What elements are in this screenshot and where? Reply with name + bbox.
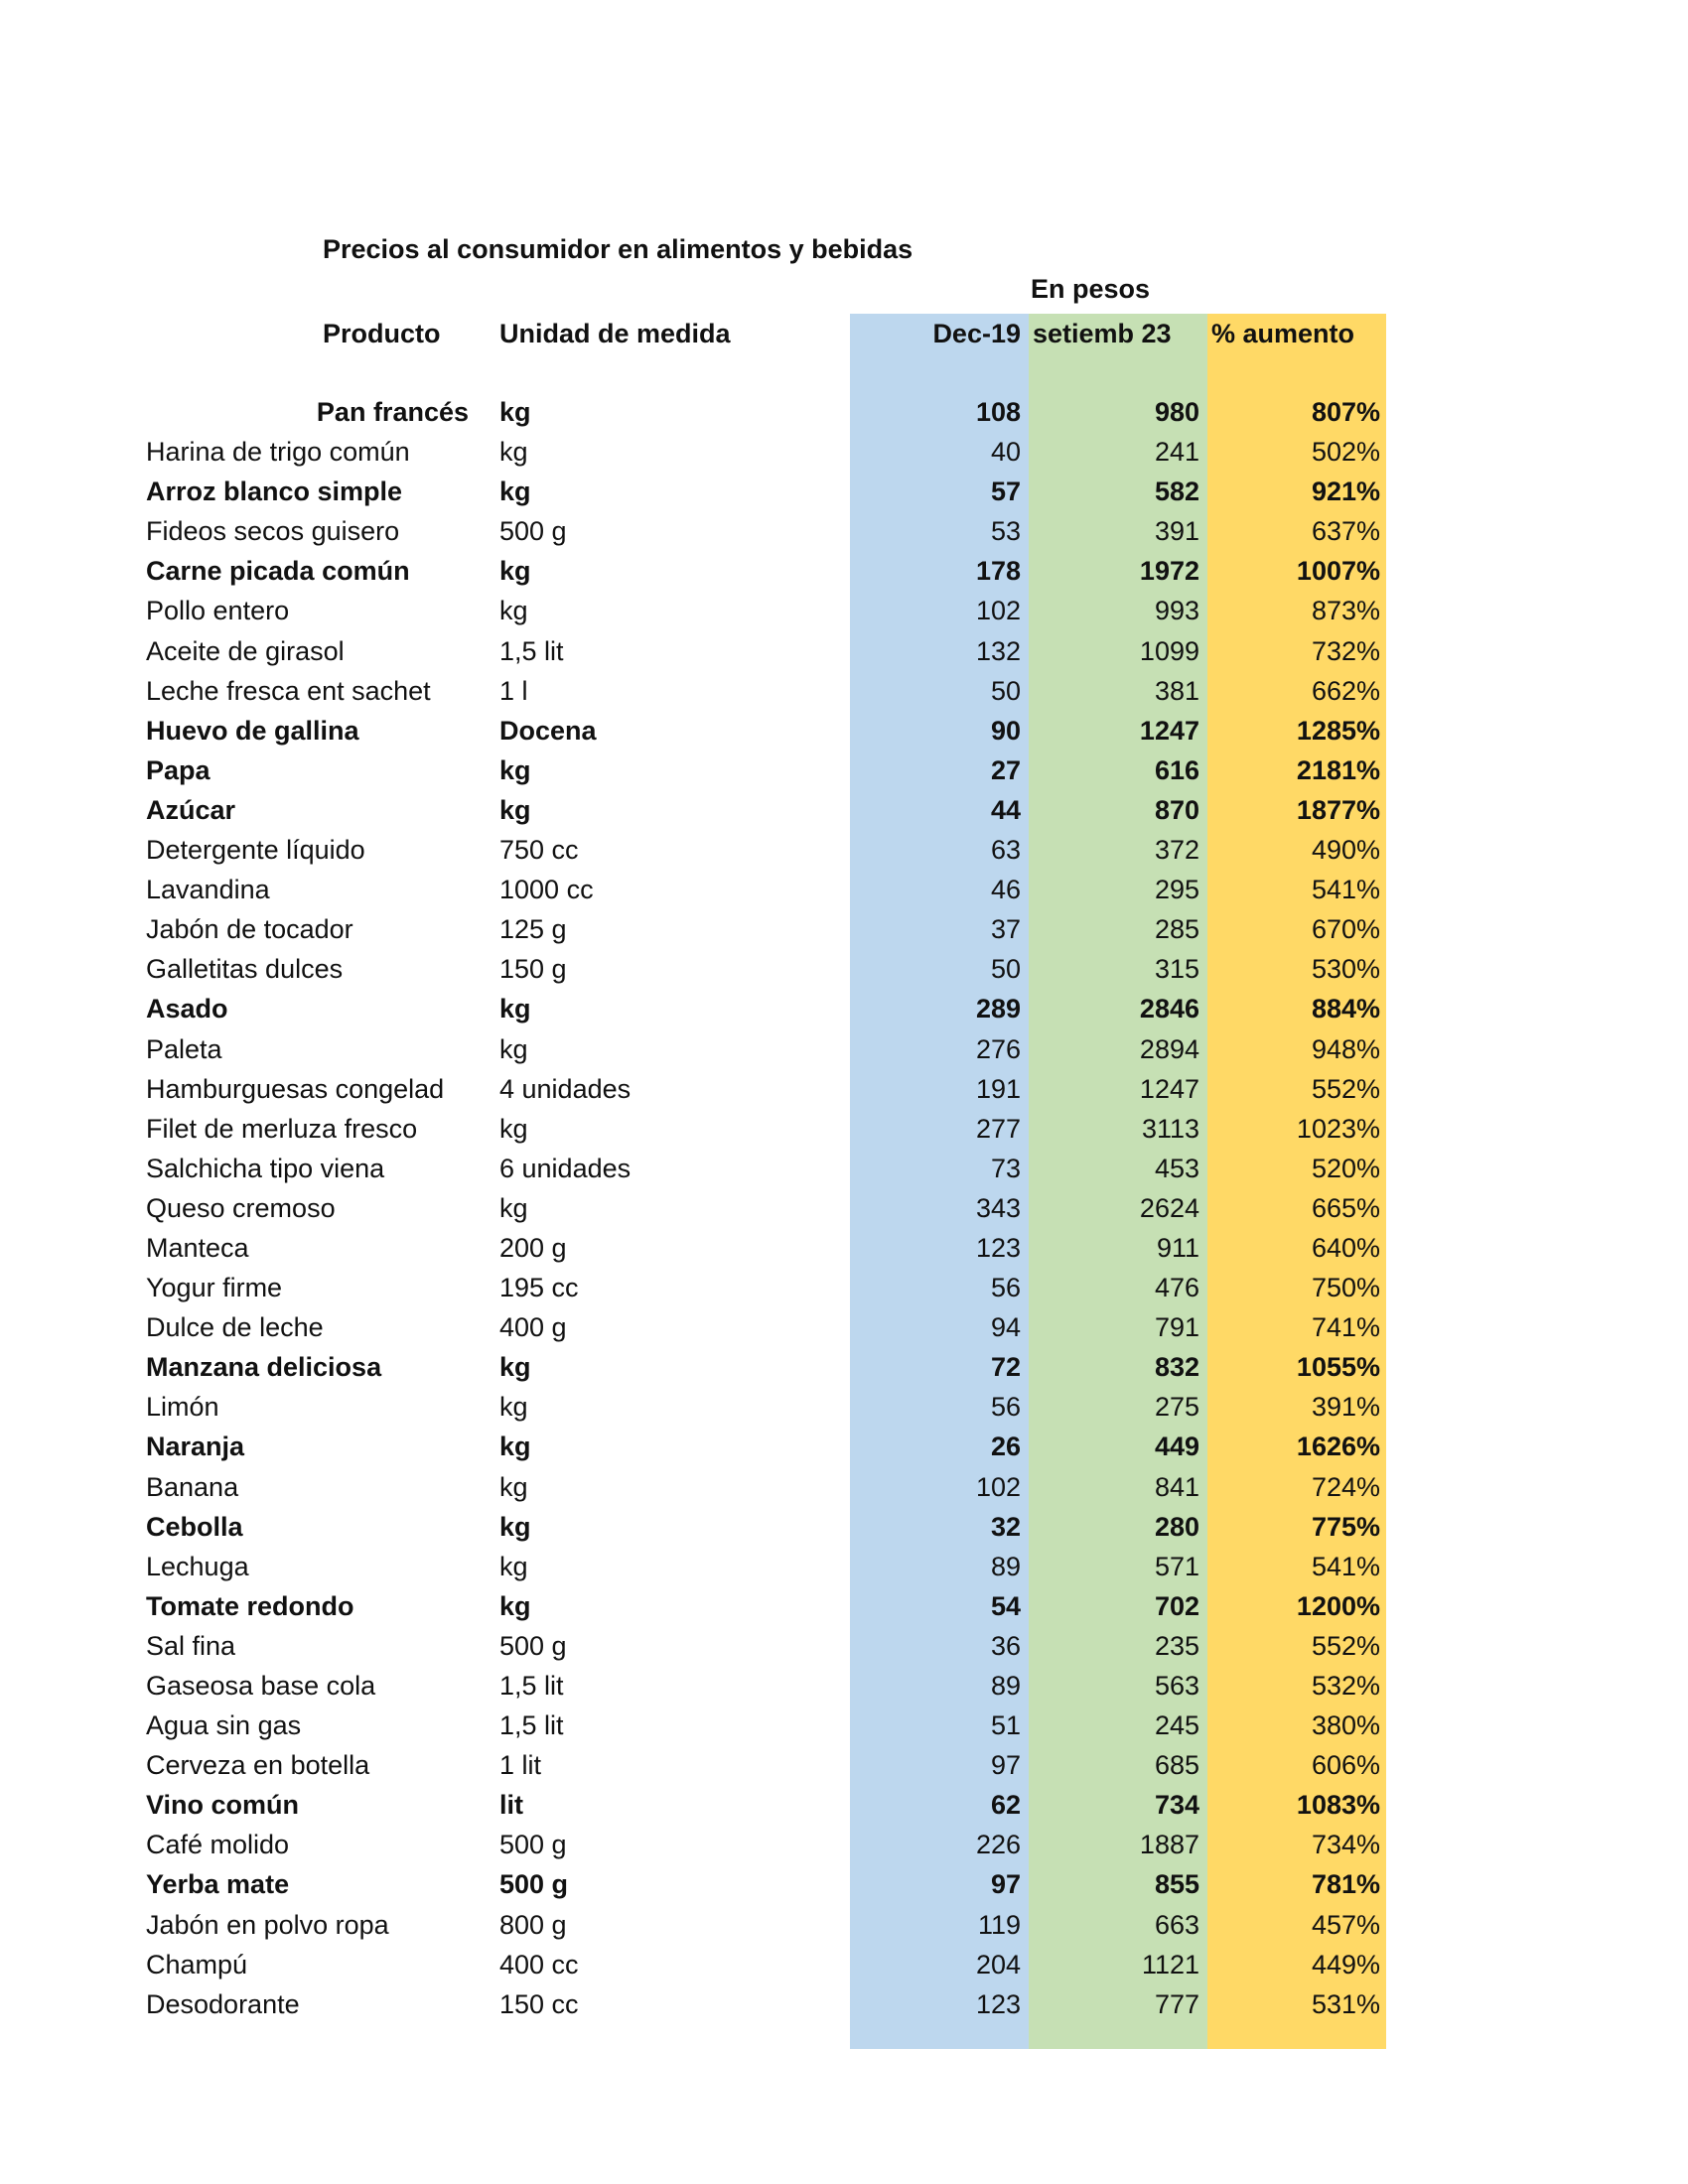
price-dec19: 50 [990,954,1021,985]
price-dec19: 37 [990,914,1021,945]
price-dec19: 53 [990,516,1021,547]
table-row [0,392,1688,432]
unit-of-measure: kg [499,754,531,785]
price-dec19: 108 [975,397,1021,427]
price-set23: 1099 [1139,635,1199,666]
price-set23: 993 [1154,596,1199,626]
unit-of-measure: kg [499,794,531,825]
percent-increase: 781% [1311,1869,1380,1900]
product-name: Manteca [146,1232,249,1263]
table-row [0,511,1688,551]
price-dec19: 123 [975,1232,1021,1263]
unit-of-measure: kg [499,477,531,507]
price-set23: 582 [1154,477,1199,507]
unit-of-measure: 1 l [499,675,528,706]
product-name: Lechuga [146,1551,249,1581]
percent-increase: 724% [1311,1471,1380,1502]
price-dec19: 226 [975,1830,1021,1860]
price-set23: 571 [1154,1551,1199,1581]
percent-increase: 640% [1311,1232,1380,1263]
product-name: Filet de merluza fresco [146,1113,418,1144]
product-name: Hamburguesas congelad [146,1073,445,1104]
price-set23: 791 [1154,1312,1199,1343]
unit-of-measure: 1000 cc [499,875,594,905]
header-unidad: Unidad de medida [499,319,731,348]
product-name: Cerveza en botella [146,1750,370,1781]
unit-of-measure: kg [499,1432,531,1462]
table-row [0,1467,1688,1507]
product-name: Lavandina [146,875,270,905]
unit-of-measure: 1,5 lit [499,635,564,666]
percent-increase: 734% [1311,1830,1380,1860]
price-set23: 1887 [1139,1830,1199,1860]
price-set23: 663 [1154,1909,1199,1940]
percent-increase: 741% [1311,1312,1380,1343]
unit-of-measure: 400 cc [499,1949,579,1979]
price-dec19: 44 [990,794,1021,825]
unit-of-measure: kg [499,1392,528,1423]
percent-increase: 1200% [1296,1590,1380,1621]
product-name: Fideos secos guisero [146,516,400,547]
percent-increase: 921% [1311,477,1380,507]
price-dec19: 276 [975,1033,1021,1064]
unit-of-measure: 500 g [499,516,567,547]
percent-increase: 732% [1311,635,1380,666]
header-aumento: % aumento [1211,319,1355,348]
percent-increase: 1083% [1296,1790,1380,1821]
price-set23: 3113 [1141,1113,1199,1144]
price-set23: 315 [1154,954,1199,985]
price-set23: 702 [1154,1590,1199,1621]
table-row [0,591,1688,630]
table-row [0,790,1688,830]
price-dec19: 56 [990,1273,1021,1303]
price-set23: 280 [1154,1511,1199,1542]
price-dec19: 132 [975,635,1021,666]
percent-increase: 552% [1311,1630,1380,1661]
price-set23: 295 [1154,875,1199,905]
price-dec19: 97 [990,1750,1021,1781]
unit-of-measure: 500 g [499,1830,567,1860]
price-set23: 449 [1154,1432,1199,1462]
header-set23: setiemb 23 [1033,319,1172,348]
currency-note: En pesos [1031,274,1151,304]
price-dec19: 46 [990,875,1021,905]
price-table-body [0,392,1688,2024]
product-name: Jabón de tocador [146,914,353,945]
unit-of-measure: lit [499,1790,523,1821]
percent-increase: 541% [1311,1551,1380,1581]
unit-of-measure: kg [499,1471,528,1502]
table-row [0,1825,1688,1864]
table-row [0,1347,1688,1387]
table-row [0,551,1688,591]
price-dec19: 289 [975,994,1021,1024]
unit-of-measure: kg [499,1033,528,1064]
price-set23: 616 [1154,754,1199,785]
price-dec19: 178 [975,556,1021,587]
product-name: Salchicha tipo viena [146,1153,385,1183]
table-row [0,1905,1688,1945]
price-set23: 453 [1154,1153,1199,1183]
percent-increase: 531% [1311,1988,1380,2019]
table-row [0,1029,1688,1069]
unit-of-measure: 500 g [499,1869,569,1900]
table-row [0,1268,1688,1307]
unit-of-measure: kg [499,437,528,468]
price-set23: 870 [1154,794,1199,825]
price-dec19: 97 [990,1869,1021,1900]
unit-of-measure: 750 cc [499,835,579,866]
price-dec19: 72 [990,1352,1021,1383]
percent-increase: 2181% [1296,754,1380,785]
table-row [0,989,1688,1028]
product-name: Sal fina [146,1630,236,1661]
price-set23: 2846 [1139,994,1199,1024]
table-row [0,1626,1688,1666]
price-dec19: 27 [990,754,1021,785]
price-set23: 841 [1154,1471,1199,1502]
price-set23: 980 [1154,397,1199,427]
price-set23: 235 [1154,1630,1199,1661]
percent-increase: 637% [1311,516,1380,547]
table-row [0,671,1688,711]
price-dec19: 102 [975,1471,1021,1502]
price-set23: 2894 [1139,1033,1199,1064]
unit-of-measure: kg [499,994,531,1024]
price-set23: 1972 [1139,556,1199,587]
product-name: Asado [146,994,228,1024]
product-name: Jabón en polvo ropa [146,1909,389,1940]
percent-increase: 532% [1311,1671,1380,1701]
product-name: Vino común [146,1790,300,1821]
product-name: Huevo de gallina [146,715,359,746]
price-dec19: 73 [990,1153,1021,1183]
header-dec19: Dec-19 [932,319,1021,348]
unit-of-measure: 6 unidades [499,1153,632,1183]
product-name: Detergente líquido [146,835,365,866]
price-set23: 245 [1154,1710,1199,1741]
table-row [0,1666,1688,1706]
product-name: Azúcar [146,794,236,825]
price-dec19: 63 [990,835,1021,866]
product-name: Papa [146,754,211,785]
price-dec19: 343 [975,1192,1021,1223]
price-dec19: 57 [990,477,1021,507]
percent-increase: 490% [1311,835,1380,866]
product-name: Pan francés [316,397,469,427]
table-row [0,631,1688,671]
unit-of-measure: kg [499,1551,528,1581]
table-row [0,1109,1688,1149]
product-name: Desodorante [146,1988,300,2019]
table-row [0,1745,1688,1785]
percent-increase: 391% [1311,1392,1380,1423]
percent-increase: 1007% [1296,556,1380,587]
price-dec19: 119 [977,1909,1021,1940]
unit-of-measure: Docena [499,715,597,746]
product-name: Yogur firme [146,1273,283,1303]
percent-increase: 449% [1311,1949,1380,1979]
table-row [0,432,1688,472]
price-dec19: 89 [990,1671,1021,1701]
price-set23: 2624 [1139,1192,1199,1223]
product-name: Limón [146,1392,219,1423]
table-row [0,830,1688,870]
price-set23: 1247 [1139,715,1199,746]
unit-of-measure: kg [499,596,528,626]
price-dec19: 36 [990,1630,1021,1661]
price-dec19: 94 [990,1312,1021,1343]
price-set23: 1247 [1139,1073,1199,1104]
unit-of-measure: kg [499,556,531,587]
table-row [0,1387,1688,1427]
price-dec19: 26 [990,1432,1021,1462]
percent-increase: 807% [1311,397,1380,427]
unit-of-measure: 1 lit [499,1750,542,1781]
table-row [0,751,1688,790]
unit-of-measure: kg [499,1511,531,1542]
product-name: Leche fresca ent sachet [146,675,431,706]
percent-increase: 552% [1311,1073,1380,1104]
percent-increase: 873% [1311,596,1380,626]
product-name: Tomate redondo [146,1590,354,1621]
price-set23: 476 [1154,1273,1199,1303]
price-dec19: 123 [975,1988,1021,2019]
table-row [0,1864,1688,1904]
table-row [0,870,1688,909]
table-row [0,472,1688,511]
unit-of-measure: 125 g [499,914,567,945]
price-set23: 777 [1154,1988,1199,2019]
product-name: Cebolla [146,1511,243,1542]
header-producto: Producto [323,319,441,348]
unit-of-measure: 500 g [499,1630,567,1661]
unit-of-measure: 200 g [499,1232,567,1263]
table-row [0,711,1688,751]
table-row [0,1984,1688,2024]
percent-increase: 775% [1311,1511,1380,1542]
price-dec19: 102 [975,596,1021,626]
unit-of-measure: 1,5 lit [499,1710,564,1741]
price-dec19: 62 [990,1790,1021,1821]
price-dec19: 90 [990,715,1021,746]
price-dec19: 191 [975,1073,1021,1104]
product-name: Café molido [146,1830,290,1860]
product-name: Banana [146,1471,239,1502]
product-name: Naranja [146,1432,245,1462]
percent-increase: 750% [1311,1273,1380,1303]
price-dec19: 51 [990,1710,1021,1741]
price-dec19: 89 [990,1551,1021,1581]
price-set23: 285 [1154,914,1199,945]
unit-of-measure: kg [499,1590,531,1621]
percent-increase: 530% [1311,954,1380,985]
percent-increase: 884% [1311,994,1380,1024]
percent-increase: 1877% [1296,794,1380,825]
price-dec19: 204 [975,1949,1021,1979]
unit-of-measure: 195 cc [499,1273,579,1303]
table-row [0,1507,1688,1547]
percent-increase: 1055% [1296,1352,1380,1383]
percent-increase: 1626% [1296,1432,1380,1462]
unit-of-measure: 400 g [499,1312,567,1343]
table-row [0,1188,1688,1228]
unit-of-measure: kg [499,1352,531,1383]
page-title: Precios al consumidor en alimentos y bebidas [323,234,914,264]
product-name: Yerba mate [146,1869,290,1900]
price-set23: 241 [1154,437,1199,468]
percent-increase: 665% [1311,1192,1380,1223]
product-name: Carne picada común [146,556,410,587]
price-set23: 855 [1154,1869,1199,1900]
product-name: Galletitas dulces [146,954,344,985]
product-name: Champú [146,1949,248,1979]
product-name: Harina de trigo común [146,437,410,468]
product-name: Dulce de leche [146,1312,324,1343]
price-dec19: 40 [990,437,1021,468]
unit-of-measure: 1,5 lit [499,1671,564,1701]
table-row [0,1945,1688,1984]
table-row [0,1706,1688,1745]
table-row [0,1228,1688,1268]
percent-increase: 1023% [1296,1113,1380,1144]
table-row [0,949,1688,989]
price-set23: 372 [1154,835,1199,866]
percent-increase: 502% [1311,437,1380,468]
table-row [0,1785,1688,1825]
price-dec19: 277 [975,1113,1021,1144]
price-set23: 563 [1154,1671,1199,1701]
price-dec19: 56 [990,1392,1021,1423]
price-set23: 832 [1154,1352,1199,1383]
product-name: Pollo entero [146,596,290,626]
unit-of-measure: 150 g [499,954,567,985]
product-name: Agua sin gas [146,1710,302,1741]
unit-of-measure: 150 cc [499,1988,579,2019]
table-row [0,1307,1688,1347]
percent-increase: 380% [1311,1710,1380,1741]
percent-increase: 670% [1311,914,1380,945]
percent-increase: 662% [1311,675,1380,706]
unit-of-measure: 4 unidades [499,1073,632,1104]
product-name: Gaseosa base cola [146,1671,376,1701]
product-name: Manzana deliciosa [146,1352,382,1383]
percent-increase: 457% [1311,1909,1380,1940]
table-row [0,1427,1688,1466]
price-set23: 734 [1154,1790,1199,1821]
table-row [0,909,1688,949]
percent-increase: 606% [1311,1750,1380,1781]
price-dec19: 32 [990,1511,1021,1542]
price-set23: 911 [1156,1232,1199,1263]
percent-increase: 1285% [1296,715,1380,746]
product-name: Arroz blanco simple [146,477,403,507]
price-dec19: 54 [990,1590,1021,1621]
product-name: Aceite de girasol [146,635,345,666]
unit-of-measure: 800 g [499,1909,567,1940]
percent-increase: 948% [1311,1033,1380,1064]
table-row [0,1149,1688,1188]
table-row [0,1586,1688,1626]
unit-of-measure: kg [499,1192,528,1223]
percent-increase: 541% [1311,875,1380,905]
price-set23: 275 [1154,1392,1199,1423]
unit-of-measure: kg [499,1113,528,1144]
price-dec19: 50 [990,675,1021,706]
table-row [0,1069,1688,1109]
price-set23: 685 [1154,1750,1199,1781]
product-name: Paleta [146,1033,222,1064]
product-name: Queso cremoso [146,1192,336,1223]
price-set23: 391 [1154,516,1199,547]
percent-increase: 520% [1311,1153,1380,1183]
table-row [0,1547,1688,1586]
price-set23: 1121 [1141,1949,1199,1979]
unit-of-measure: kg [499,397,531,427]
price-set23: 381 [1154,675,1199,706]
